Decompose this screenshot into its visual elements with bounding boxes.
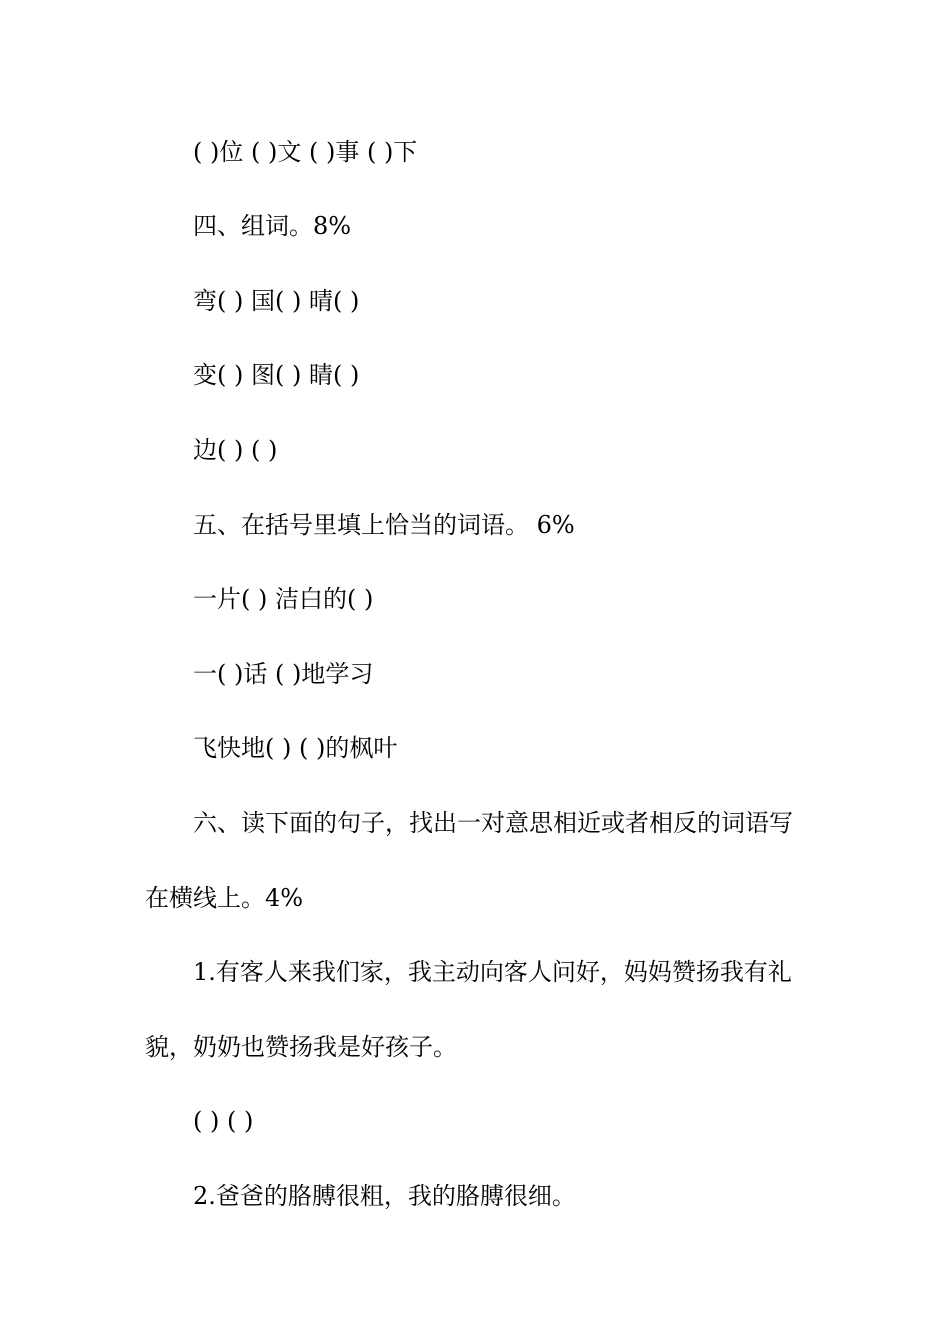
fill-word-row-2: 一( )话 ( )地学习	[193, 660, 374, 688]
question-2-text: 2.爸爸的胳膊很粗，我的胳膊很细。	[193, 1182, 576, 1210]
question-1-text-continued: 貌，奶奶也赞扬我是好孩子。	[145, 1033, 457, 1061]
section-6-heading-continued: 在横线上。4%	[145, 884, 304, 912]
fill-word-row-1: 一片( ) 洁白的( )	[193, 585, 374, 613]
section-6-heading: 六、读下面的句子，找出一对意思相近或者相反的词语写	[193, 809, 793, 837]
section-5-heading: 五、在括号里填上恰当的词语。 6%	[193, 511, 575, 539]
fill-word-row-3: 飞快地( ) ( )的枫叶	[193, 734, 398, 762]
fill-in-line-1: ( )位 ( )文 ( )事 ( )下	[193, 138, 418, 166]
section-4-heading: 四、组词。8%	[193, 212, 352, 240]
word-group-row-2: 变( ) 图( ) 睛( )	[193, 361, 360, 389]
word-group-row-1: 弯( ) 国( ) 晴( )	[193, 287, 360, 315]
word-group-row-3: 边( ) ( )	[193, 436, 278, 464]
question-1-text: 1.有客人来我们家，我主动向客人问好，妈妈赞扬我有礼	[193, 958, 792, 986]
question-1-answer-blanks: ( ) ( )	[193, 1107, 254, 1135]
